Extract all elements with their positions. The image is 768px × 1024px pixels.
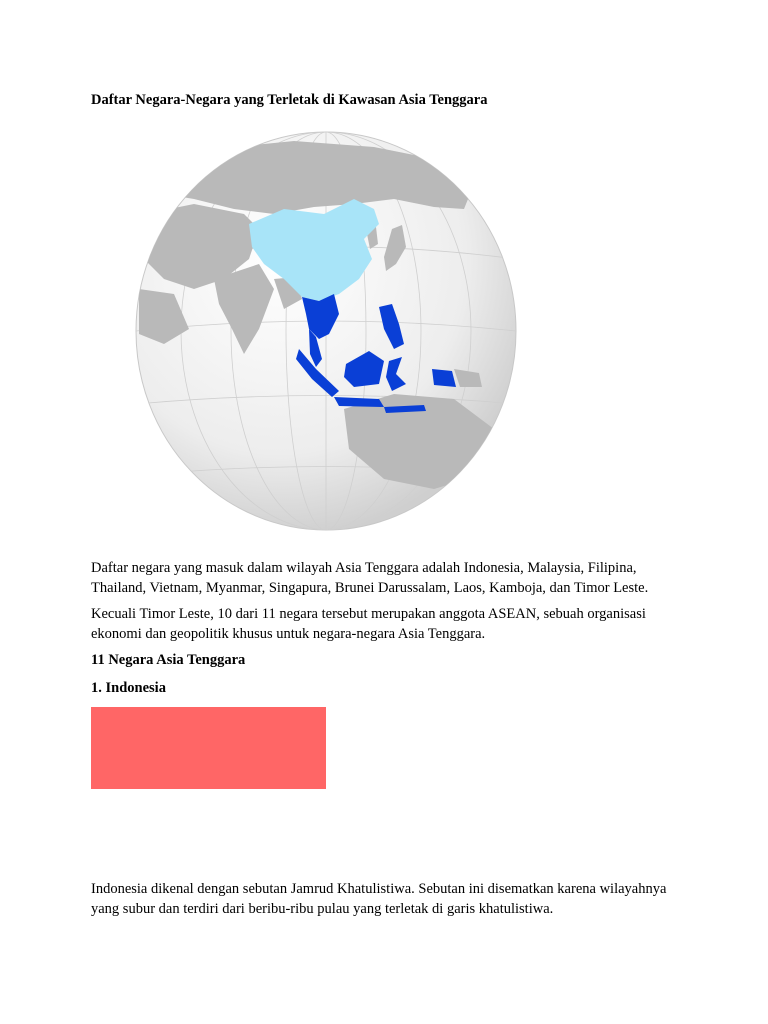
document-title: Daftar Negara-Negara yang Terletak di Kawasan Asia Tenggara (91, 92, 488, 108)
land-new-zealand (484, 484, 499, 514)
section-heading: 11 Negara Asia Tenggara (91, 652, 246, 668)
globe-map-svg (134, 129, 518, 533)
indonesia-flag-image (91, 707, 326, 789)
paragraph-indonesia: Indonesia dikenal dengan sebutan Jamrud Khatulistiwa. Sebutan ini disematkan karena wilayahnya yang subur dan terdiri dari beribu-ribu pulau yang terletak di garis khatulistiwa. (91, 881, 667, 917)
globe-map-image (134, 129, 518, 533)
paragraph-asean: Kecuali Timor Leste, 10 dari 11 negara tersebut merupakan anggota ASEAN, sebuah organisasi ekonomi dan geopolitik khusus untuk negara-negara Asia Tenggara. (91, 606, 646, 642)
subsection-heading-indonesia: 1. Indonesia (91, 680, 166, 696)
paragraph-country-list: Daftar negara yang masuk dalam wilayah Asia Tenggara adalah Indonesia, Malaysia, Filipina, Thailand, Vietnam, Myanmar, Singapura, Brunei Darussalam, Laos, Kamboja, dan Timor Leste. (91, 560, 649, 596)
